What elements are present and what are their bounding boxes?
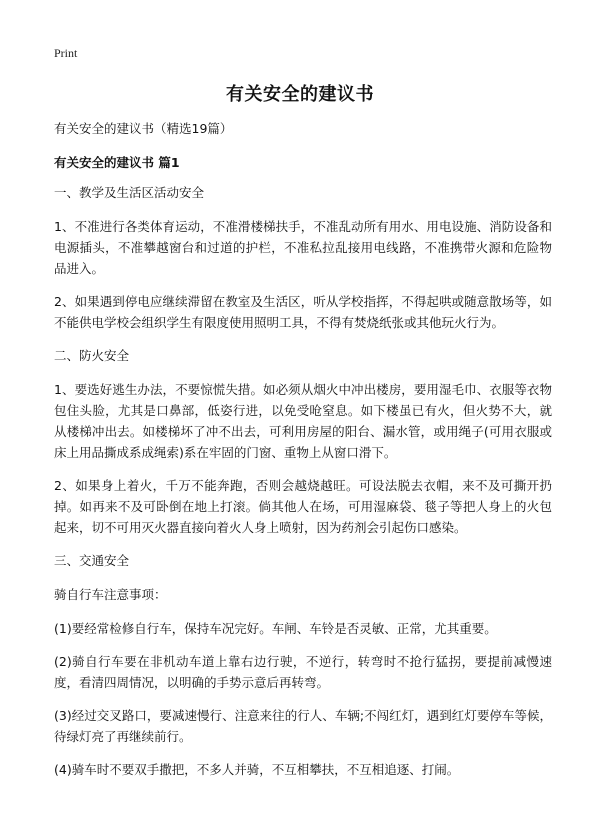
traffic-intro: 骑自行车注意事项： [54, 587, 167, 602]
print-link[interactable]: Print [54, 46, 78, 60]
paragraph-fire-escape: 1、要选好逃生办法，不要惊慌失措。如必须从烟火中冲出楼房，要用湿毛巾、衣服等衣物包住头脸，尤其是口鼻部，低姿行进，以免受呛窒息。如下楼虽已有火，但火势不大，就从楼梯冲出去。如楼梯坏了冲不出去，可利用房屋的阳台、漏水管，或用绳子(可用衣服或床上用品撕成系成绳索)系在牢固的门窗、重物上从窗口滑下。 [54, 382, 552, 460]
traffic-item-3: (3)经过交叉路口，要减速慢行、注意来往的行人、车辆;不闯红灯，遇到红灯要停车等候，待绿灯亮了再继续前行。 [54, 708, 552, 744]
paragraph-campus-rules: 1、不准进行各类体育运动，不准滑楼梯扶手，不准乱动所有用水、用电设施、消防设备和电源插头，不准攀越窗台和过道的护栏，不准私拉乱接用电线路，不准携带火源和危险物品进入。 [54, 219, 552, 276]
paragraph-clothes-on-fire: 2、如果身上着火，千万不能奔跑，否则会越烧越旺。可设法脱去衣帽，来不及可撕开扔掉。如再来不及可卧倒在地上打滚。倘其他人在场，可用湿麻袋、毯子等把人身上的火包起来，切不可用灭火器直接向着火人身上喷射，因为药剂会引起伤口感染。 [54, 478, 552, 535]
section-title-traffic-safety: 三、交通安全 [54, 553, 130, 568]
traffic-item-1: (1)要经常检修自行车，保持车况完好。车闸、车铃是否灵敏、正常，尤其重要。 [54, 621, 497, 636]
article-heading: 有关安全的建议书 篇1 [54, 155, 180, 170]
section-title-campus-safety: 一、教学及生活区活动安全 [54, 185, 205, 200]
document-subtitle: 有关安全的建议书（精选19篇） [54, 121, 233, 136]
document-body [54, 118, 552, 792]
section-title-fire-safety: 二、防火安全 [54, 348, 130, 363]
paragraph-power-outage: 2、如果遇到停电应继续滞留在教室及生活区，听从学校指挥，不得起哄或随意散场等，如不能供电学校会组织学生有限度使用照明工具，不得有焚烧纸张或其他玩火行为。 [54, 294, 552, 330]
traffic-item-4: (4)骑车时不要双手撒把，不多人并骑，不互相攀扶，不互相追逐、打闹。 [54, 762, 460, 777]
document-title: 有关安全的建议书 [226, 84, 374, 105]
traffic-item-2: (2)骑自行车要在非机动车道上靠右边行驶，不逆行，转弯时不抢行猛拐，要提前减慢速度，看清四周情况，以明确的手势示意后再转弯。 [54, 654, 552, 690]
